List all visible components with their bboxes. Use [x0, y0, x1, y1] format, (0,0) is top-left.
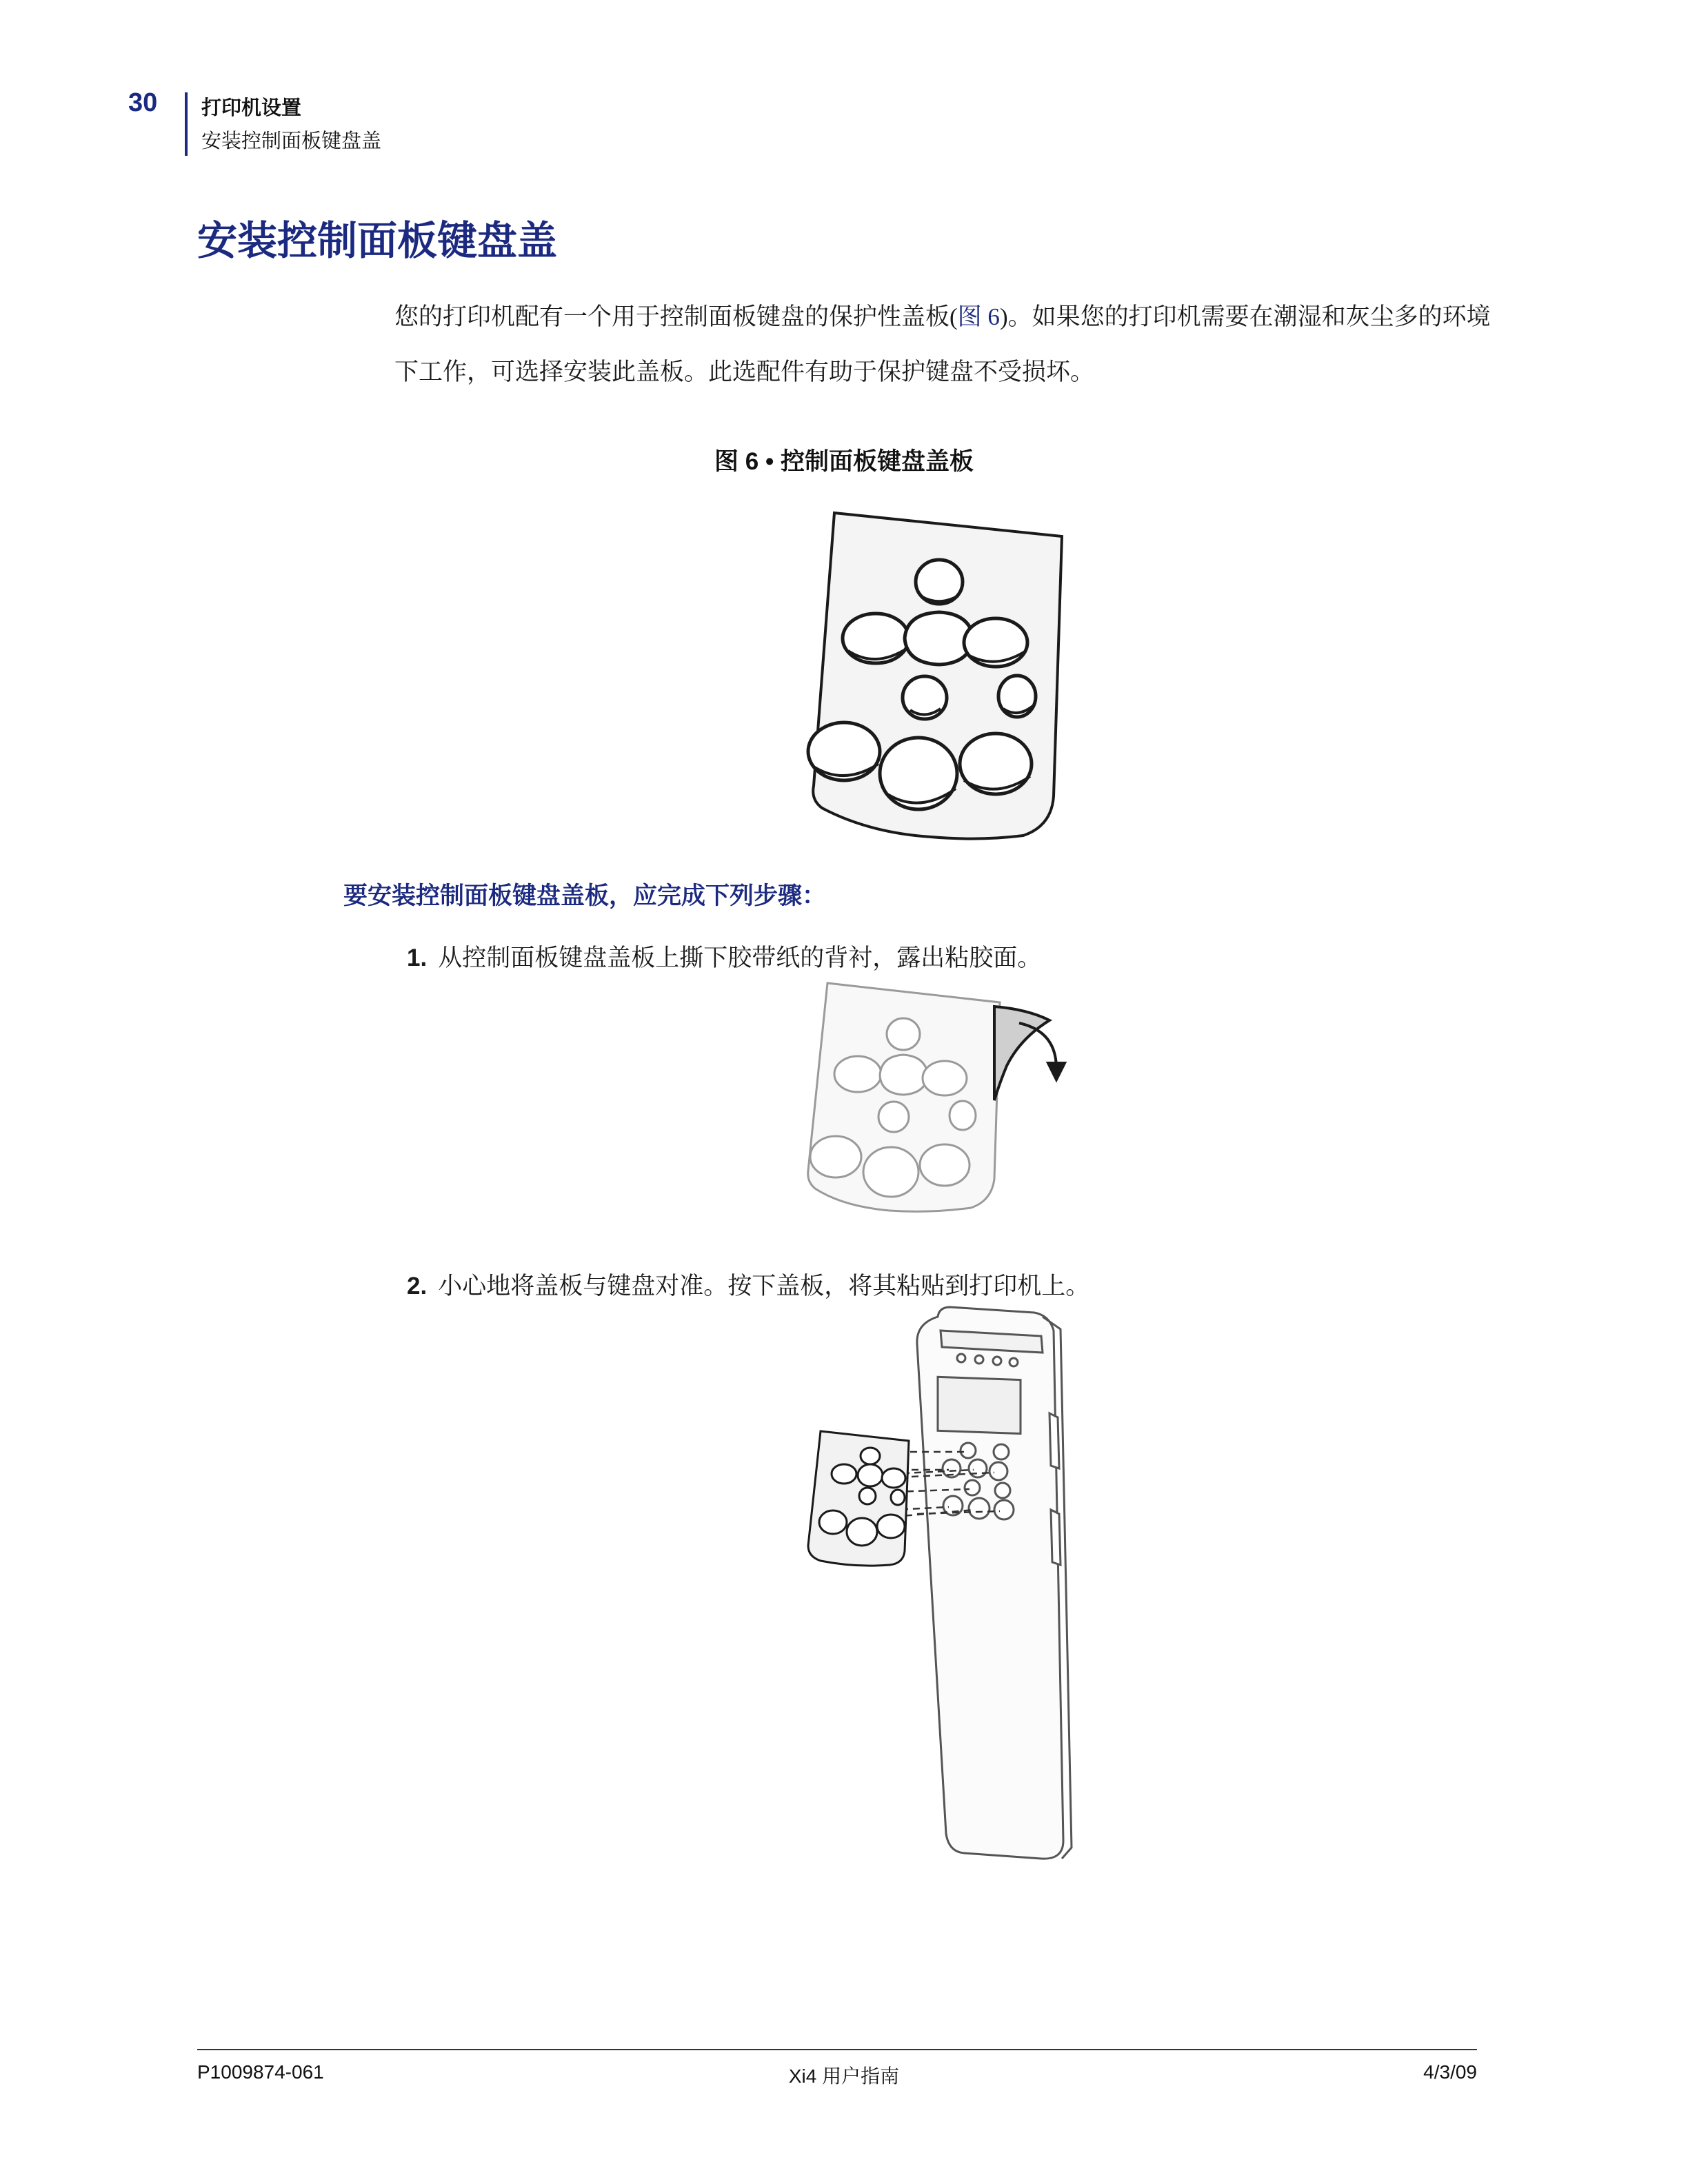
step-text: 从控制面板键盘盖板上撕下胶带纸的背衬，露出粘胶面。 — [438, 944, 1042, 971]
page-number: 30 — [128, 88, 158, 117]
footer-date: 4/3/09 — [1423, 2061, 1477, 2083]
header-divider — [185, 92, 188, 156]
peel-backing-illustration — [800, 979, 1076, 1241]
step-1 — [407, 939, 1041, 973]
header-section: 安装控制面板键盘盖 — [201, 130, 382, 152]
figure-caption: 图 6 • 控制面板键盘盖板 — [714, 448, 974, 475]
step-text: 小心地将盖板与键盘对准。按下盖板，将其粘贴到打印机上。 — [438, 1273, 1090, 1300]
intro-text-start: 您的打印机配有一个用于控制面板键盘的保护性盖板( — [394, 303, 958, 330]
step-2 — [407, 1267, 1089, 1302]
procedure-heading: 要安装控制面板键盘盖板，应完成下列步骤： — [343, 882, 827, 909]
figure-reference-link[interactable]: 图 6 — [957, 303, 1000, 330]
keypad-cover-illustration — [793, 496, 1083, 855]
step-number: 2. — [407, 1273, 428, 1300]
step-number: 1. — [407, 944, 428, 971]
footer-title: Xi4 用户指南 — [788, 2065, 900, 2087]
header-chapter: 打印机设置 — [201, 97, 302, 119]
section-title: 安装控制面板键盘盖 — [197, 219, 558, 263]
intro-text-end: )。如果您的打印机需要在潮湿和灰尘多的环境下工作，可选择安装此盖板。此选配件有助于保护键盘不受损坏。 — [394, 303, 1491, 385]
intro-paragraph — [394, 290, 1498, 400]
footer-doc-number: P1009874-061 — [197, 2061, 324, 2083]
align-cover-illustration — [793, 1303, 1083, 1910]
footer-divider — [197, 2049, 1477, 2050]
